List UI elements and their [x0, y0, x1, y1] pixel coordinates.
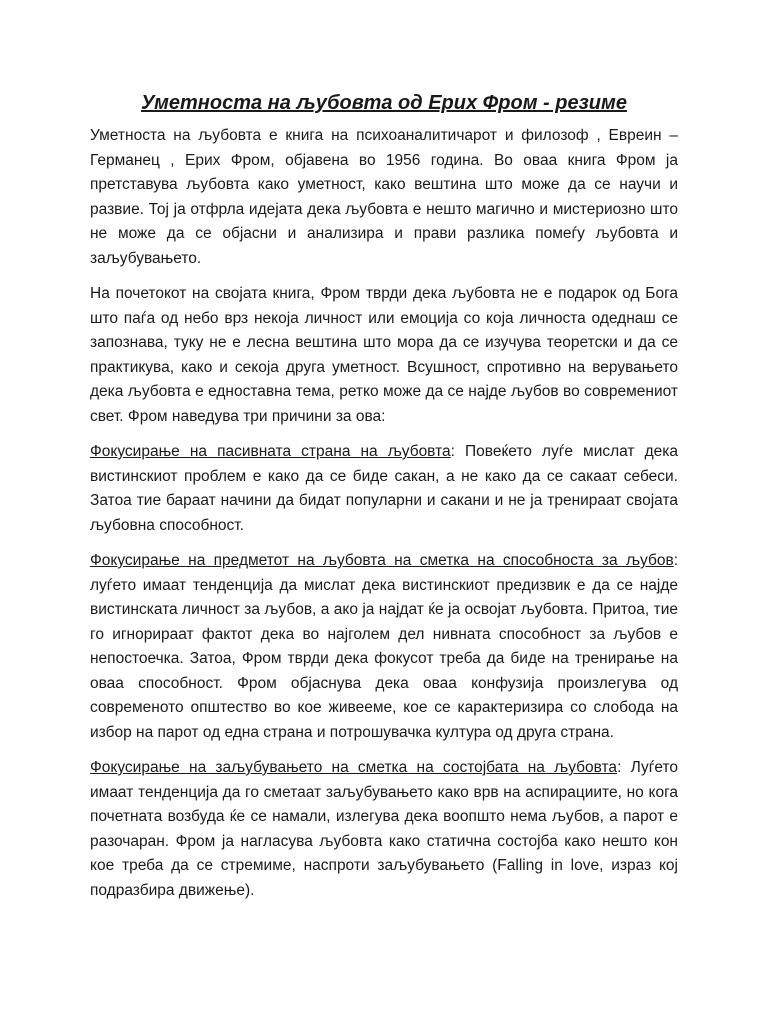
heading-separator: :	[617, 759, 631, 776]
paragraph-text: Луѓето имаат тенденција да го сметаат заљубувањето како врв на аспирациите, но кога почетната возбуда ќе се намали, излегува дека воопшто нема љубов, а парот е разочаран. Фром ја нагласува љубовта како статична состојба како нешто кон кое треба да се стремиме, наспроти заљубувањето (Falling in love, израз кој подразбира движење).	[90, 759, 678, 899]
document-title: Уметноста на љубовта од Ерих Фром - резиме	[141, 92, 627, 114]
paragraph-text: Повеќето луѓе мислат дека вистинскиот проблем е како да се биде сакан, а не како да се сакаат себеси. Затоа тие бараат начини да бидат популарни и сакани и не ја тренираат својата љубовна способност.	[90, 443, 678, 534]
paragraph-reason-1	[90, 440, 678, 538]
paragraph-beginning	[90, 282, 678, 429]
paragraph-reason-2	[90, 549, 678, 745]
paragraph-heading: Фокусирање на заљубувањето на сметка на состојбата на љубовта	[90, 759, 618, 776]
paragraph-text: Уметноста на љубовта е книга на психоаналитичарот и филозоф , Евреин – Германец , Ерих Фром, објавена во 1956 година. Во оваа книга Фром ја претставува љубовта како уметност, како вештина што може да се научи и развие. Тој ја отфрла идејата дека љубовта е нешто магично и мистериозно што не може да се објасни и анализира и прави разлика помеѓу љубовта и заљубувањето.	[90, 127, 678, 267]
document-body	[90, 124, 678, 914]
heading-separator: :	[673, 552, 678, 569]
heading-separator: :	[450, 443, 465, 460]
paragraph-heading: Фокусирање на предметот на љубовта на сметка на способноста за љубов	[90, 552, 674, 569]
paragraph-text: луѓето имаат тенденција да мислат дека вистинскиот предизвик е да се најде вистинската личност за љубов, а ако ја најдат ќе ја освојат љубовта. Притоа, тие го игнорираат фактот дека во најголем дел нивната способност за љубов е непостоечка. Затоа, Фром тврди дека фокусот треба да биде на тренирање на оваа способност. Фром објаснува дека оваа конфузија произлегува од современото општество во кое живееме, кое се карактеризира со слобода на избор на парот од една страна и потрошувачка култура од друга страна.	[90, 576, 678, 741]
paragraph-heading: Фокусирање на пасивната страна на љубовта	[90, 443, 451, 460]
paragraph-text: На почетокот на својата книга, Фром тврди дека љубовта не е подарок од Бога што паѓа од небо врз некоја личност или емоција со која личноста одеднаш се запознава, туку не е лесна вештина што мора да се изучува теоретски и да се практикува, како и секоја друга уметност. Всушност, спротивно на верувањето дека љубовта е едноставна тема, ретко може да се најде љубов во современиот свет. Фром наведува три причини за ова:	[90, 285, 678, 425]
paragraph-intro	[90, 124, 678, 271]
paragraph-reason-3	[90, 756, 678, 903]
